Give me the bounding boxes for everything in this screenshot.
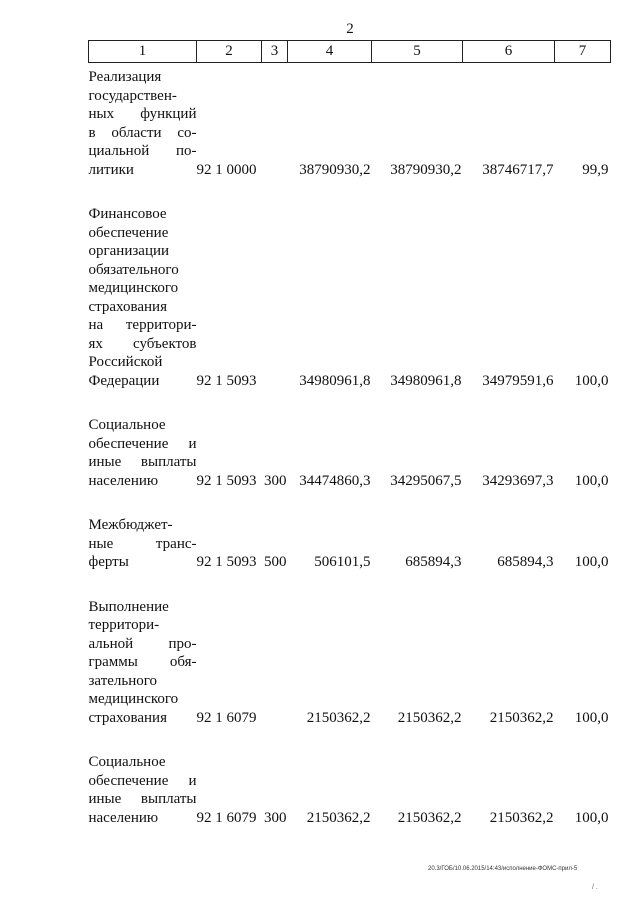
row-name-line: населению xyxy=(88,809,159,826)
row-name-line: населению xyxy=(88,472,159,489)
corner-mark: / . xyxy=(592,884,598,891)
row-value-col5: 2150362,2 xyxy=(397,809,462,826)
row-value-col4: 506101,5 xyxy=(314,554,371,570)
row-percent-col7: 100,0 xyxy=(574,554,609,570)
row-name-line: обязательного xyxy=(88,261,179,278)
row-name-cell xyxy=(89,63,197,180)
row-name-line: медицинского xyxy=(88,280,179,296)
row-code-cell: 92 1 0000 xyxy=(196,161,257,178)
row-name-line: Социальное xyxy=(88,417,166,433)
row-name-line: Реализация xyxy=(88,69,162,85)
row-value-col4: 38790930,2 xyxy=(299,161,371,178)
row-name-cell xyxy=(89,411,197,490)
column-number-6: 6 xyxy=(463,41,555,63)
row-code-cell: 92 1 6079 xyxy=(196,709,257,726)
row-spacer xyxy=(89,179,611,200)
row-spacer-cell xyxy=(89,727,611,748)
row-name-cell xyxy=(89,200,197,390)
row-spacer xyxy=(89,390,611,411)
row-value-col6: 34979591,6 xyxy=(482,372,554,389)
column-number-7: 7 xyxy=(555,41,611,63)
column-number-row xyxy=(89,41,611,63)
row-expense-kind-cell xyxy=(262,63,288,180)
row-name-line: Выполнение xyxy=(88,598,169,615)
row-name-line: государствен- xyxy=(88,87,177,104)
table-row xyxy=(89,593,611,728)
row-spacer xyxy=(89,572,611,593)
row-value-col5: 34980961,8 xyxy=(390,372,462,389)
row-name-line: граммы обя- xyxy=(88,654,197,670)
row-spacer-cell xyxy=(89,179,611,200)
row-name-line: циальной по- xyxy=(88,143,197,159)
row-percent-col7: 100,0 xyxy=(574,472,609,489)
row-code-cell: 92 1 6079 xyxy=(196,809,257,826)
row-name-line: ферты xyxy=(88,554,129,570)
table-row xyxy=(89,411,611,490)
row-name-line: ные транс- xyxy=(88,535,197,552)
row-name-line: ях субъектов xyxy=(88,335,197,352)
row-value-col6: 2150362,2 xyxy=(489,809,554,826)
row-name-line: альной про- xyxy=(88,635,197,652)
column-number-1: 1 xyxy=(89,41,197,63)
row-value-col6: 34293697,3 xyxy=(482,472,554,489)
row-name-line: ных функций xyxy=(88,106,197,122)
row-value-col4: 34980961,8 xyxy=(299,372,371,389)
row-name-line: территори- xyxy=(88,617,160,633)
row-name-line: Финансовое xyxy=(88,206,167,222)
row-spacer xyxy=(89,727,611,748)
row-expense-kind-cell: 300 xyxy=(264,809,287,826)
row-value-col6: 38746717,7 xyxy=(482,161,554,178)
row-name-line: Российской xyxy=(88,354,163,370)
column-number-4: 4 xyxy=(288,41,372,63)
row-name-line: Социальное xyxy=(88,754,166,770)
row-name-line: обеспечение и xyxy=(88,435,197,452)
row-spacer-cell xyxy=(89,390,611,411)
row-value-col5: 2150362,2 xyxy=(397,709,462,726)
row-name-cell xyxy=(89,748,197,827)
row-name-line: в области со- xyxy=(88,124,197,141)
row-spacer xyxy=(89,490,611,511)
row-name-line: Федерации xyxy=(88,372,160,389)
row-value-col4: 2150362,2 xyxy=(306,809,371,826)
row-value-col6: 2150362,2 xyxy=(489,709,554,726)
row-name-line: зательного xyxy=(88,672,158,689)
row-percent-col7: 100,0 xyxy=(574,709,609,726)
row-spacer-cell xyxy=(89,490,611,511)
row-name-cell xyxy=(89,593,197,728)
row-value-col4: 34474860,3 xyxy=(299,472,371,489)
column-number-2: 2 xyxy=(197,41,262,63)
row-percent-col7: 100,0 xyxy=(574,809,609,826)
table-body xyxy=(89,63,611,828)
row-value-col6: 685894,3 xyxy=(497,554,554,570)
row-name-line: иные выплаты xyxy=(88,791,197,807)
row-value-col4: 2150362,2 xyxy=(306,709,371,726)
page-number: 2 xyxy=(346,21,354,37)
row-name-line: страхования xyxy=(88,298,167,315)
row-name-line: иные выплаты xyxy=(88,454,197,470)
table-row xyxy=(89,63,611,180)
row-name-line: Межбюджет- xyxy=(88,517,173,533)
table-row xyxy=(89,511,611,572)
row-value-col5: 34295067,5 xyxy=(390,472,462,489)
row-name-line: медицинского xyxy=(88,691,179,707)
row-code-cell: 92 1 5093 xyxy=(196,472,257,489)
table-row xyxy=(89,748,611,827)
table-row xyxy=(89,200,611,390)
row-name-line: организации xyxy=(88,243,170,259)
row-value-col5: 38790930,2 xyxy=(390,161,462,178)
row-code-cell: 92 1 5093 xyxy=(196,372,257,389)
row-value-col5: 685894,3 xyxy=(405,554,462,570)
row-spacer-cell xyxy=(89,572,611,593)
row-expense-kind-cell: 500 xyxy=(264,554,287,570)
row-name-line: на территори- xyxy=(88,317,197,333)
row-name-line: обеспечение и xyxy=(88,772,197,789)
column-number-3: 3 xyxy=(262,41,288,63)
row-percent-col7: 99,9 xyxy=(582,161,609,178)
row-percent-col7: 100,0 xyxy=(574,372,609,389)
column-number-5: 5 xyxy=(372,41,463,63)
budget-execution-table xyxy=(88,40,611,827)
row-expense-kind-cell: 300 xyxy=(264,472,287,489)
document-footer: 20.3/ГОБ/10.06.2015/14:43/исполнение-ФОМС-прил-5 xyxy=(428,866,578,872)
row-expense-kind-cell xyxy=(262,200,288,390)
row-name-line: литики xyxy=(88,161,134,178)
row-name-line: обеспечение xyxy=(88,224,169,241)
row-code-cell: 92 1 5093 xyxy=(196,554,257,570)
row-name-line: страхования xyxy=(88,709,167,726)
row-expense-kind-cell xyxy=(262,593,288,728)
row-name-cell xyxy=(89,511,197,572)
